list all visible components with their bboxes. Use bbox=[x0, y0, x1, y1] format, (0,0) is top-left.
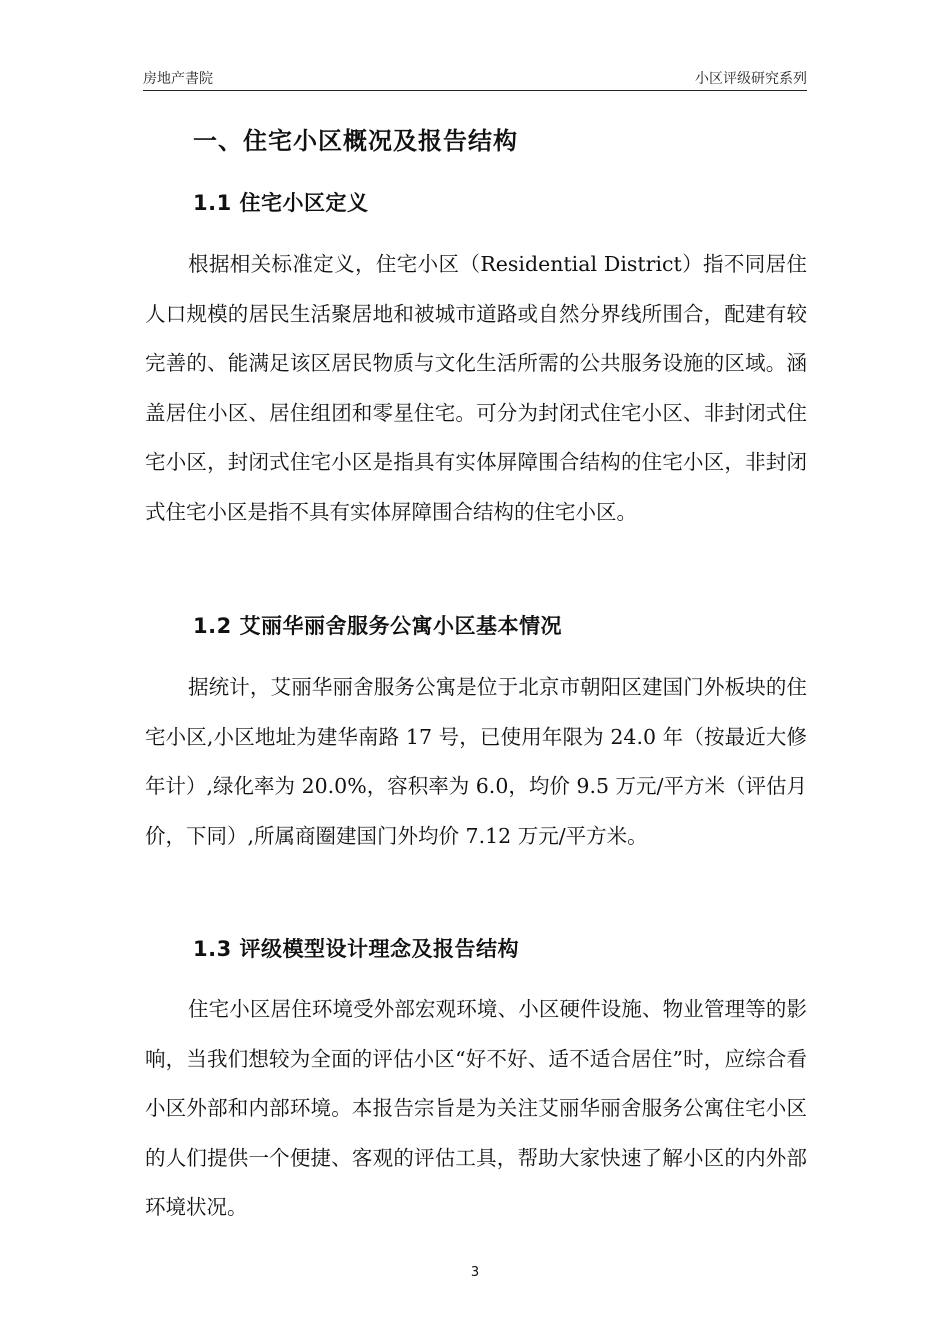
header-publisher: 房地产書院 bbox=[143, 71, 213, 87]
section-paragraph-1-2: 据统计，艾丽华丽舍服务公寓是位于北京市朝阳区建国门外板块的住宅小区,小区地址为建华南路 17 号，已使用年限为 24.0 年（按最近大修年计）,绿化率为 20.0%，容积率为 6.0，均价 9.5 万元/平方米（评估月价，下同）,所属商圈建国门外均价 7.12 万元/平方米。 bbox=[145, 675, 807, 848]
chapter-title: 一、住宅小区概况及报告结构 bbox=[193, 127, 518, 155]
header-series-title: 小区评级研究系列 bbox=[695, 71, 807, 87]
section-heading-1-2: 1.2 艾丽华丽舍服务公寓小区基本情况 bbox=[193, 614, 563, 638]
section-paragraph-1-3: 住宅小区居住环境受外部宏观环境、小区硬件设施、物业管理等的影响，当我们想较为全面的评估小区“好不好、适不适合居住”时，应综合看小区外部和内部环境。本报告宗旨是为关注艾丽华丽舍服务公寓住宅小区的人们提供一个便捷、客观的评估工具，帮助大家快速了解小区的内外部环境状况。 bbox=[145, 997, 807, 1219]
page-number: 3 bbox=[470, 1265, 480, 1280]
section-paragraph-1-1: 根据相关标准定义，住宅小区（Residential District）指不同居住人口规模的居民生活聚居地和被城市道路或自然分界线所围合，配建有较完善的、能满足该区居民物质与文化生活所需的公共服务设施的区域。涵盖居住小区、居住组团和零星住宅。可分为封闭式住宅小区、非封闭式住宅小区，封闭式住宅小区是指具有实体屏障围合结构的住宅小区，非封闭式住宅小区是指不具有实体屏障围合结构的住宅小区。 bbox=[145, 252, 807, 524]
page-header bbox=[143, 66, 807, 91]
section-heading-1-1: 1.1 住宅小区定义 bbox=[193, 191, 369, 215]
section-heading-1-3: 1.3 评级模型设计理念及报告结构 bbox=[193, 937, 520, 961]
